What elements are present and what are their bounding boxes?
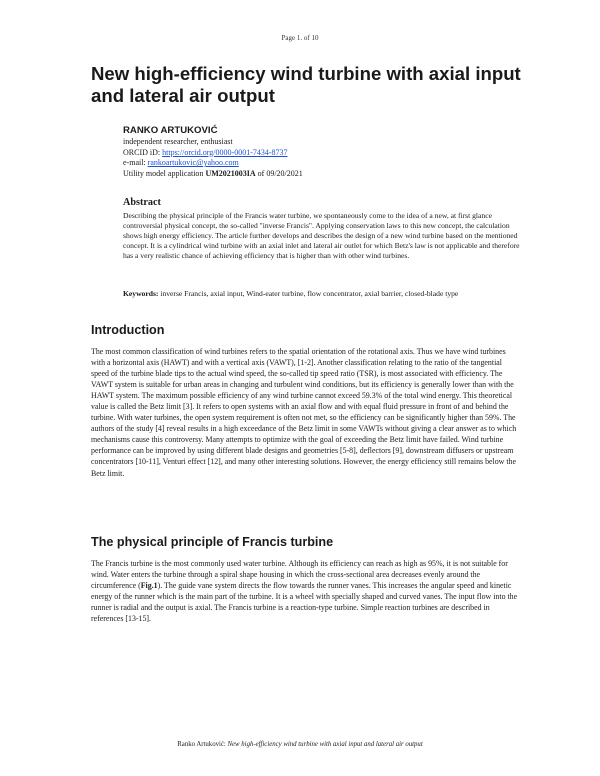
author-name: RANKO ARTUKOVIĆ (123, 125, 218, 136)
page-number: Page 1. of 10 (281, 34, 319, 42)
abstract-heading: Abstract (123, 197, 161, 208)
francis-text (91, 558, 521, 624)
francis-text-part2: ). The guide vane system directs the flow towards the runner vanes. This increases the angular speed and kinetic energy of the runner which is the main part of the turbine. It is a wheel with specially shaped and curved vanes. The input flow into the runner is radial and the output is axial. The Francis turbine is a reaction-type turbine. Simple reaction turbines are described in references [13-15]. (91, 581, 518, 624)
francis-text-part1: The Francis turbine is the most commonly used water turbine. Although its efficiency can reach as high as 95%, it is not suitable for wind. Water enters the turbine through a spiral shape housing in which the cross-sectional area decreases evenly around the circumference ( (91, 559, 508, 591)
email-link[interactable]: rankoartukovic@yahoo.com (147, 158, 239, 168)
introduction-text: The most common classification of wind turbines refers to the spatial orientation of the rotational axis. Thus we have wind turbines with a horizontal axis (HAWT) and with a vertical axis (VAWT), [1-2]. Another classification relating to the ratio of the tangential speed of the turbine blade tips to the actual wind speed, the so-called tip speed ratio (TSR), is most associated with efficiency. The VAWT system is suitable for urban areas in changing and turbulent wind conditions, but its efficiency is generally lower than with the HAWT system. The maximum possible efficiency of any wind turbine cannot exceed 59.3% of the total wind energy. This theoretical value is called the Betz limit [3]. It refers to open systems with an axial flow and with equal fluid pressure in front of and behind the turbine. With water turbines, the open system requirement is often not met, so the efficiency can be significantly higher than 59%. The authors of the study [4] reveal results in a high exceedance of the Betz limit in some VAWTs without giving a clear answer as to which mechanisms cause this controversy. Many attempts to optimize with the goal of exceeding the Betz limit have failed. Wind turbine performance can be improved by using different blade designs and geometries [5-8], deflectors [9], downstream diffusers or upstream concentrators [10-11], Venturi effect [12], and many other interesting solutions. However, the energy efficiency still remains below the Betz limit. (91, 347, 517, 478)
orcid-label: ORCID iD: (123, 147, 161, 157)
utility-line (123, 169, 543, 180)
keywords-text: inverse Francis, axial input, Wind-eater turbine, flow concentrator, axial barrier, closed-blade type (160, 289, 459, 298)
utility-label: Utility model application (123, 168, 204, 178)
introduction-heading: Introduction (91, 323, 165, 337)
author-block (123, 124, 543, 179)
utility-number: UM2021003IA (205, 168, 256, 178)
email-line (123, 158, 543, 169)
figure-reference: Fig.1 (140, 581, 158, 591)
abstract-text: Describing the physical principle of the Francis water turbine, we spontaneously come to the idea of a new, at first glance controversial physical concept, the so-called "inverse Francis". Applying conservation laws to this new concept, the calculation shows high energy efficiency. The article further develops and describes the design of a new wind turbine based on the mentioned concept. It is a cylindrical wind turbine with an axial inlet and lateral air outlet for which Betz's law is not applicable and therefore has a very realistic chance of achieving efficiency that is higher than with other wind turbines. (123, 211, 520, 260)
footer-author: Ranko Artuković: (177, 741, 226, 748)
utility-date: of 09/20/2021 (257, 168, 303, 178)
paper-title: New high-efficiency wind turbine with axial input and lateral air output (91, 63, 521, 106)
page-footer (0, 741, 600, 748)
keywords-label: Keywords: (123, 289, 159, 298)
author-affiliation: independent researcher, enthusiast (123, 137, 233, 146)
orcid-link[interactable]: https://orcid.org/0000-0001-7434-8737 (162, 147, 288, 157)
francis-heading: The physical principle of Francis turbine (91, 535, 334, 549)
keywords (123, 289, 521, 299)
orcid-line (123, 148, 543, 159)
footer-title: New high-efficiency wind turbine with axial input and lateral air output (227, 741, 423, 748)
email-label: e-mail: (123, 158, 146, 168)
